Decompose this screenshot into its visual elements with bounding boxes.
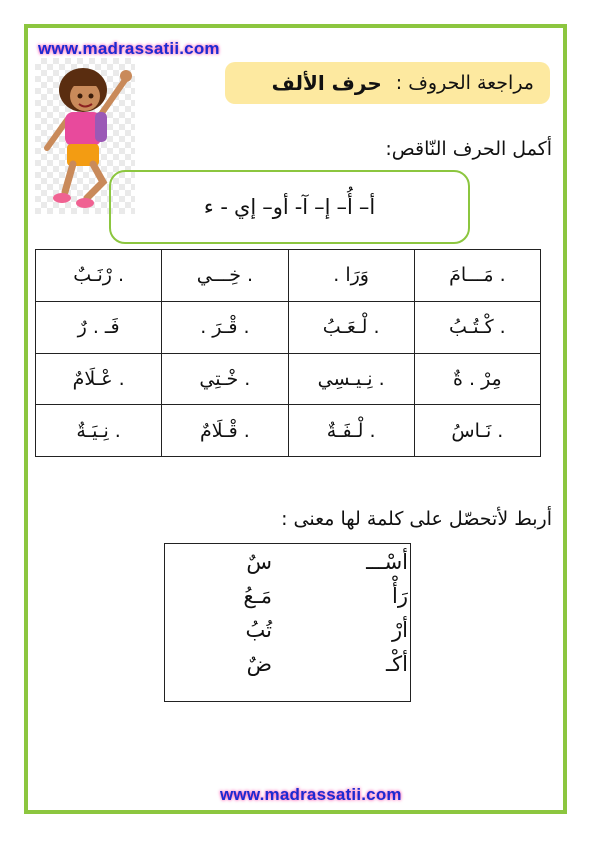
letter-option: - ء [203, 195, 228, 219]
word-start[interactable]: أرْ [392, 618, 408, 642]
word-start[interactable]: أكْـ [386, 652, 408, 676]
word-cell[interactable]: . قْـرَ . [162, 301, 288, 353]
word-end[interactable]: مَـعُ [243, 584, 272, 608]
word-cell[interactable]: . نِـيـسِي [288, 353, 414, 405]
word-cell[interactable]: . لْـعَـبُ [288, 301, 414, 353]
word-cell[interactable]: . رْنَـبٌ [36, 250, 162, 302]
site-watermark-top[interactable]: www.madrassatii.com [38, 39, 220, 58]
word-cell[interactable]: . لْـفَـةٌ [288, 405, 414, 457]
word-cell[interactable]: . نِـيَـةٌ [36, 405, 162, 457]
word-cell[interactable]: فَـ . رٌ [36, 301, 162, 353]
letter-option: آ- [294, 195, 309, 219]
word-cell[interactable]: . مَـــامَ [414, 250, 540, 302]
lesson-title-banner [225, 62, 550, 104]
word-end[interactable]: ضٌ [246, 652, 272, 676]
word-cell[interactable]: . خِـــي [162, 250, 288, 302]
word-cell[interactable]: . قْـلَامٌ [162, 405, 288, 457]
letter-option: إي [233, 195, 257, 219]
word-start[interactable]: رَأْ [392, 584, 408, 608]
letters-bank [109, 170, 470, 244]
matching-exercise-box [164, 543, 411, 702]
word-end[interactable]: تُبُ [245, 618, 272, 642]
letter-option: إ– [314, 195, 331, 219]
word-cell[interactable]: مِرْ . ةٌ [414, 353, 540, 405]
word-cell[interactable]: . كْـتُـبُ [414, 301, 540, 353]
word-cell[interactable]: وَرَا . [288, 250, 414, 302]
letter-option: أو– [262, 195, 289, 219]
word-end[interactable]: سٌ [246, 550, 272, 574]
fill-letter-table [35, 249, 541, 457]
site-watermark-bottom[interactable]: www.madrassatii.com [220, 785, 402, 804]
table-row [36, 405, 541, 457]
word-cell[interactable]: . عْـلَامٌ [36, 353, 162, 405]
table-row [36, 250, 541, 302]
exercise2-instruction: أربط لأتحصّل على كلمة لها معنى : [281, 508, 552, 530]
word-start[interactable]: أسْـــ [366, 550, 408, 574]
letter-option: أُ– [336, 195, 353, 219]
table-row [36, 353, 541, 405]
table-row [36, 301, 541, 353]
letter-option: أ– [358, 195, 376, 219]
word-cell[interactable]: . خْـتِي [162, 353, 288, 405]
exercise1-instruction: أكمل الحرف النّاقص: [385, 138, 552, 160]
review-label: مراجعة الحروف : [395, 72, 534, 94]
letter-title: حرف الألف [271, 71, 382, 95]
word-cell[interactable]: . نَـاسُ [414, 405, 540, 457]
